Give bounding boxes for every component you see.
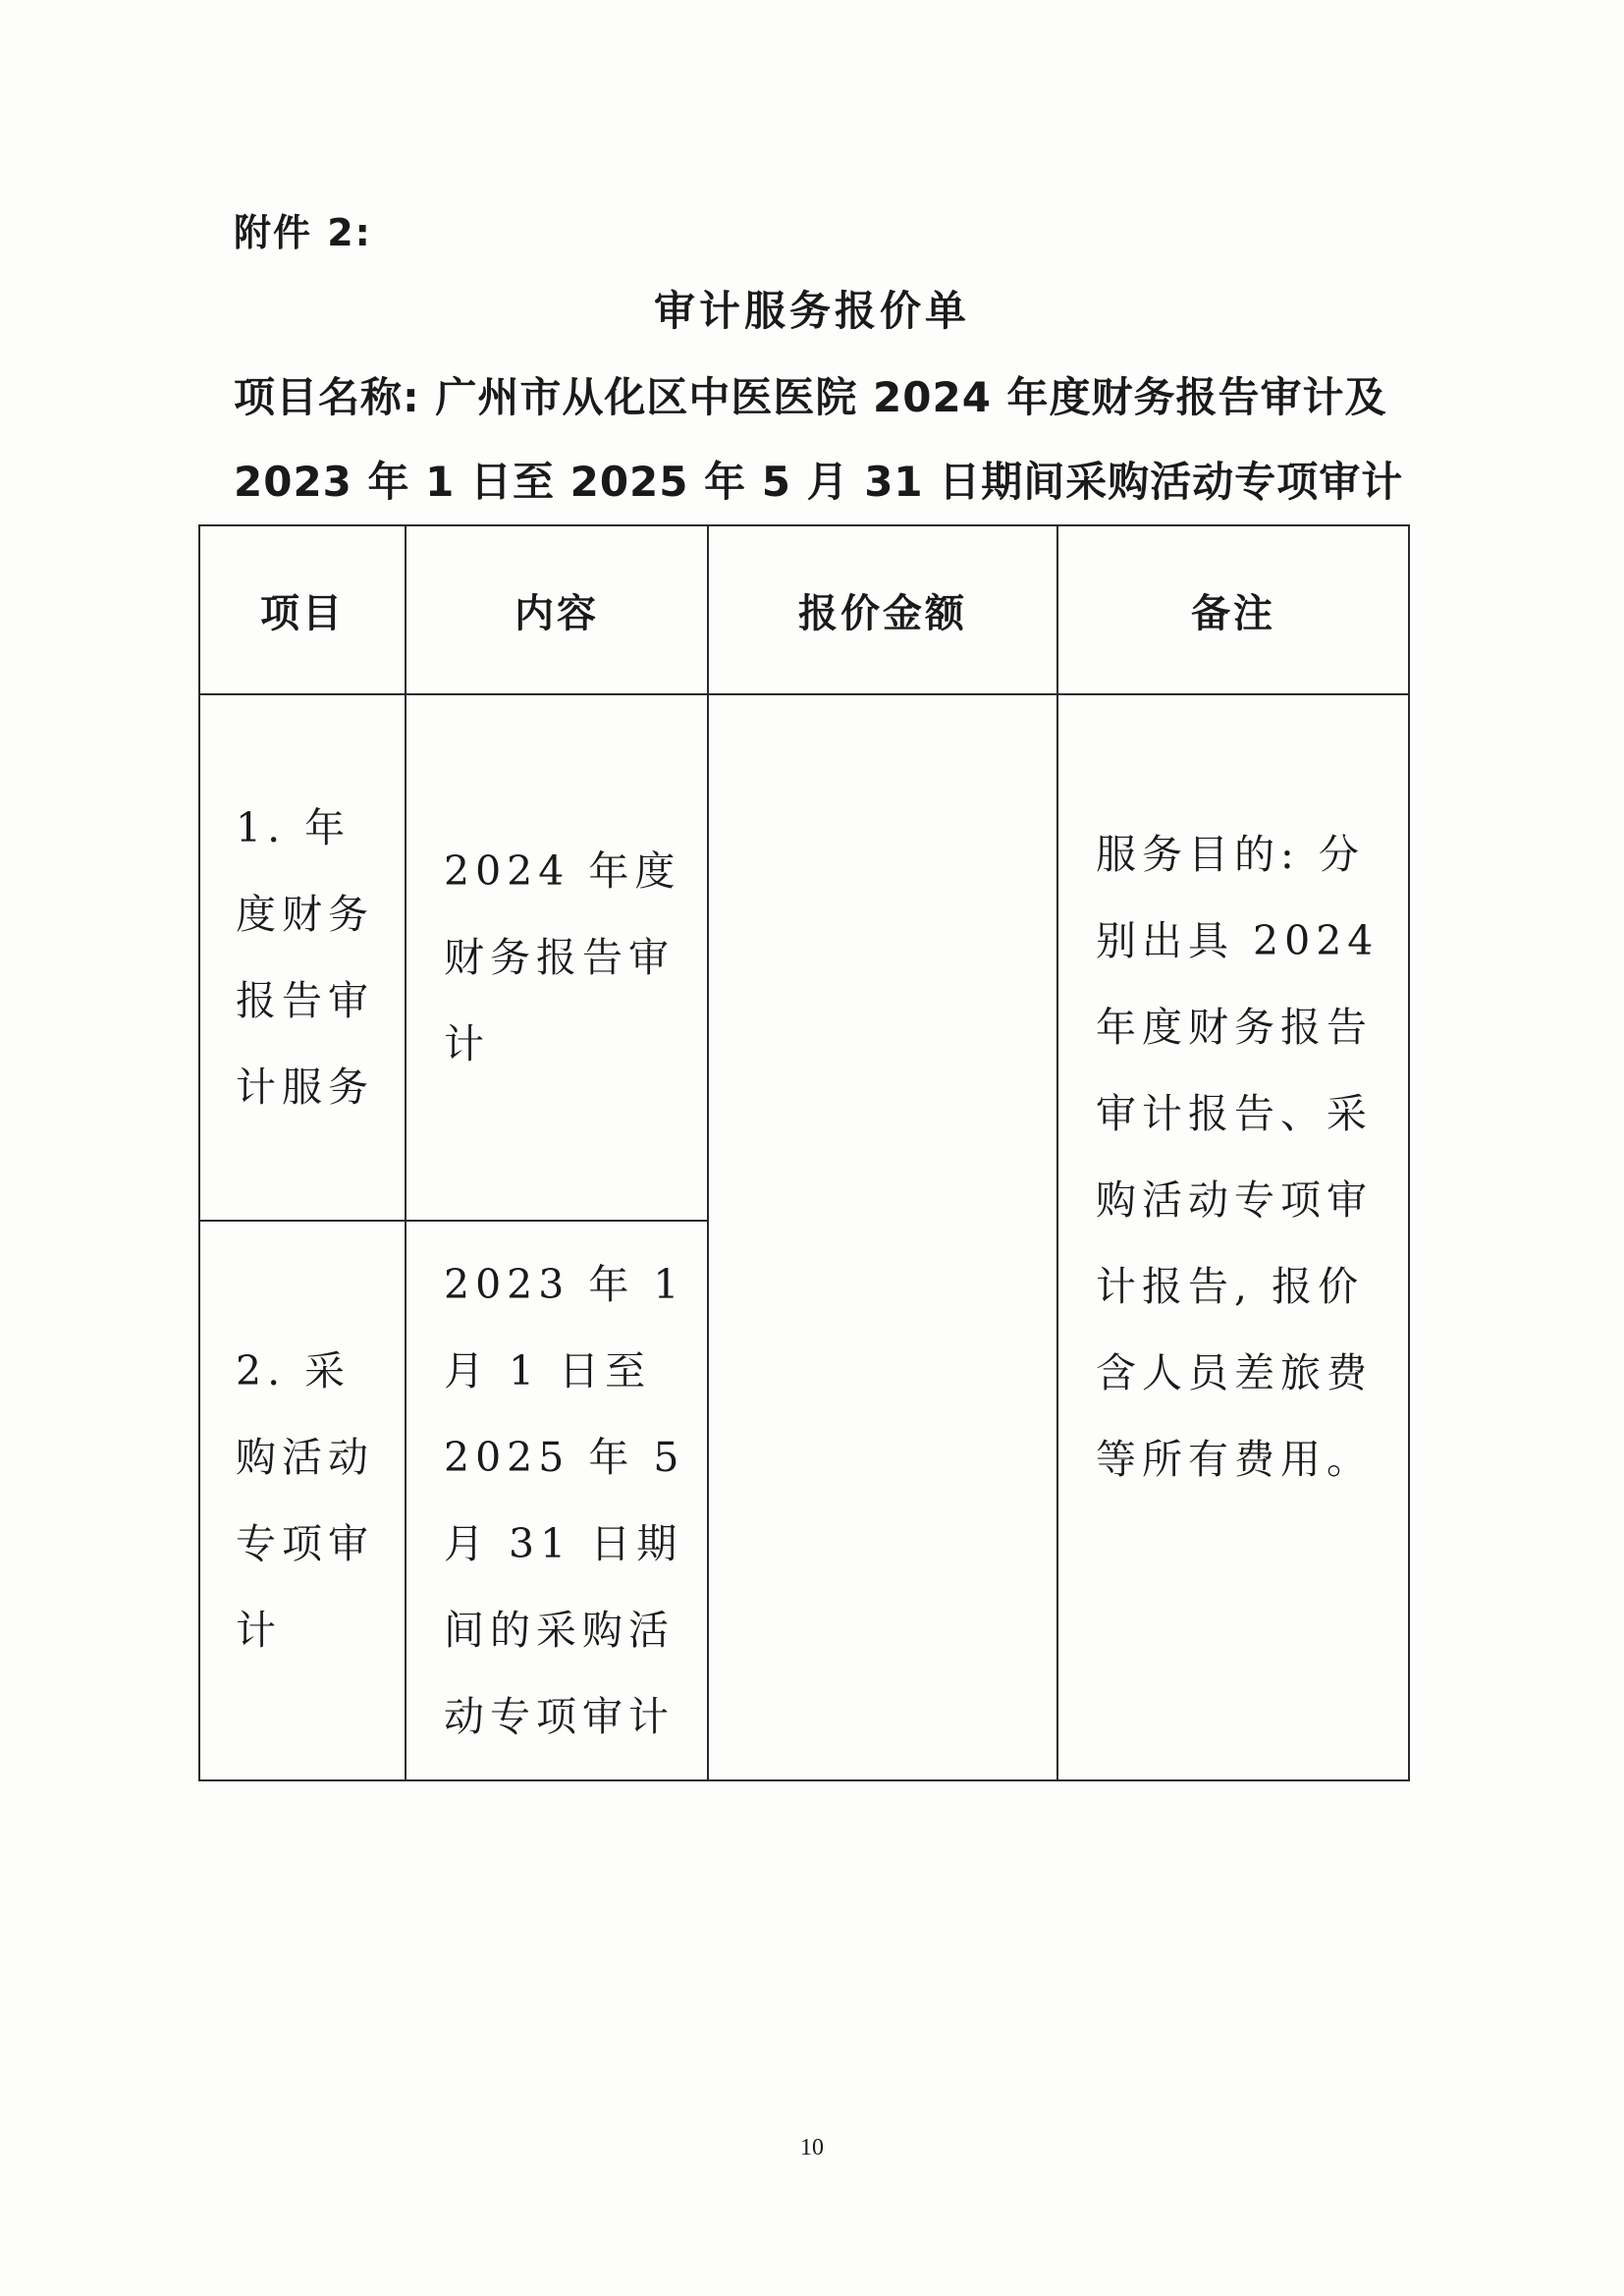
row-2-content-cell (406, 1221, 708, 1780)
header-amount: 报价金额 (708, 525, 1057, 694)
row-1-content-cell (406, 694, 708, 1221)
header-item: 项目 (199, 525, 406, 694)
table-header-row (199, 525, 1409, 694)
amount-cell (708, 694, 1057, 1780)
remark-cell (1057, 694, 1409, 1780)
header-content: 内容 (406, 525, 708, 694)
remark-text: 服务目的: 分别出具 2024 年度财务报告审计报告、采购活动专项审计报告, 报价含人员差旅费等所有费用。 (1096, 831, 1380, 1483)
header-remark: 备注 (1057, 525, 1409, 694)
page-number: 10 (800, 2135, 824, 2160)
quotation-table (198, 524, 1410, 1781)
row-2-content: 2023 年 1 月 1 日至 2025 年 5 月 31 日期间的采购活动专项审计 (444, 1261, 685, 1740)
document-title: 审计服务报价单 (653, 287, 970, 335)
row-1-content: 2024 年度财务报告审计 (444, 847, 681, 1067)
attachment-label: 附件 2: (234, 211, 372, 254)
row-2-item: 2. 采购活动专项审计 (236, 1347, 374, 1654)
row-1-item: 1. 年度财务报告审计服务 (236, 804, 374, 1111)
row-1-item-cell (199, 694, 406, 1221)
table-row (199, 694, 1409, 1221)
project-name-line-2: 2023 年 1 日至 2025 年 5 月 31 日期间采购活动专项审计 (234, 458, 1404, 506)
project-name-line-1: 项目名称: 广州市从化区中医医院 2024 年度财务报告审计及 (234, 373, 1387, 421)
row-2-item-cell (199, 1221, 406, 1780)
